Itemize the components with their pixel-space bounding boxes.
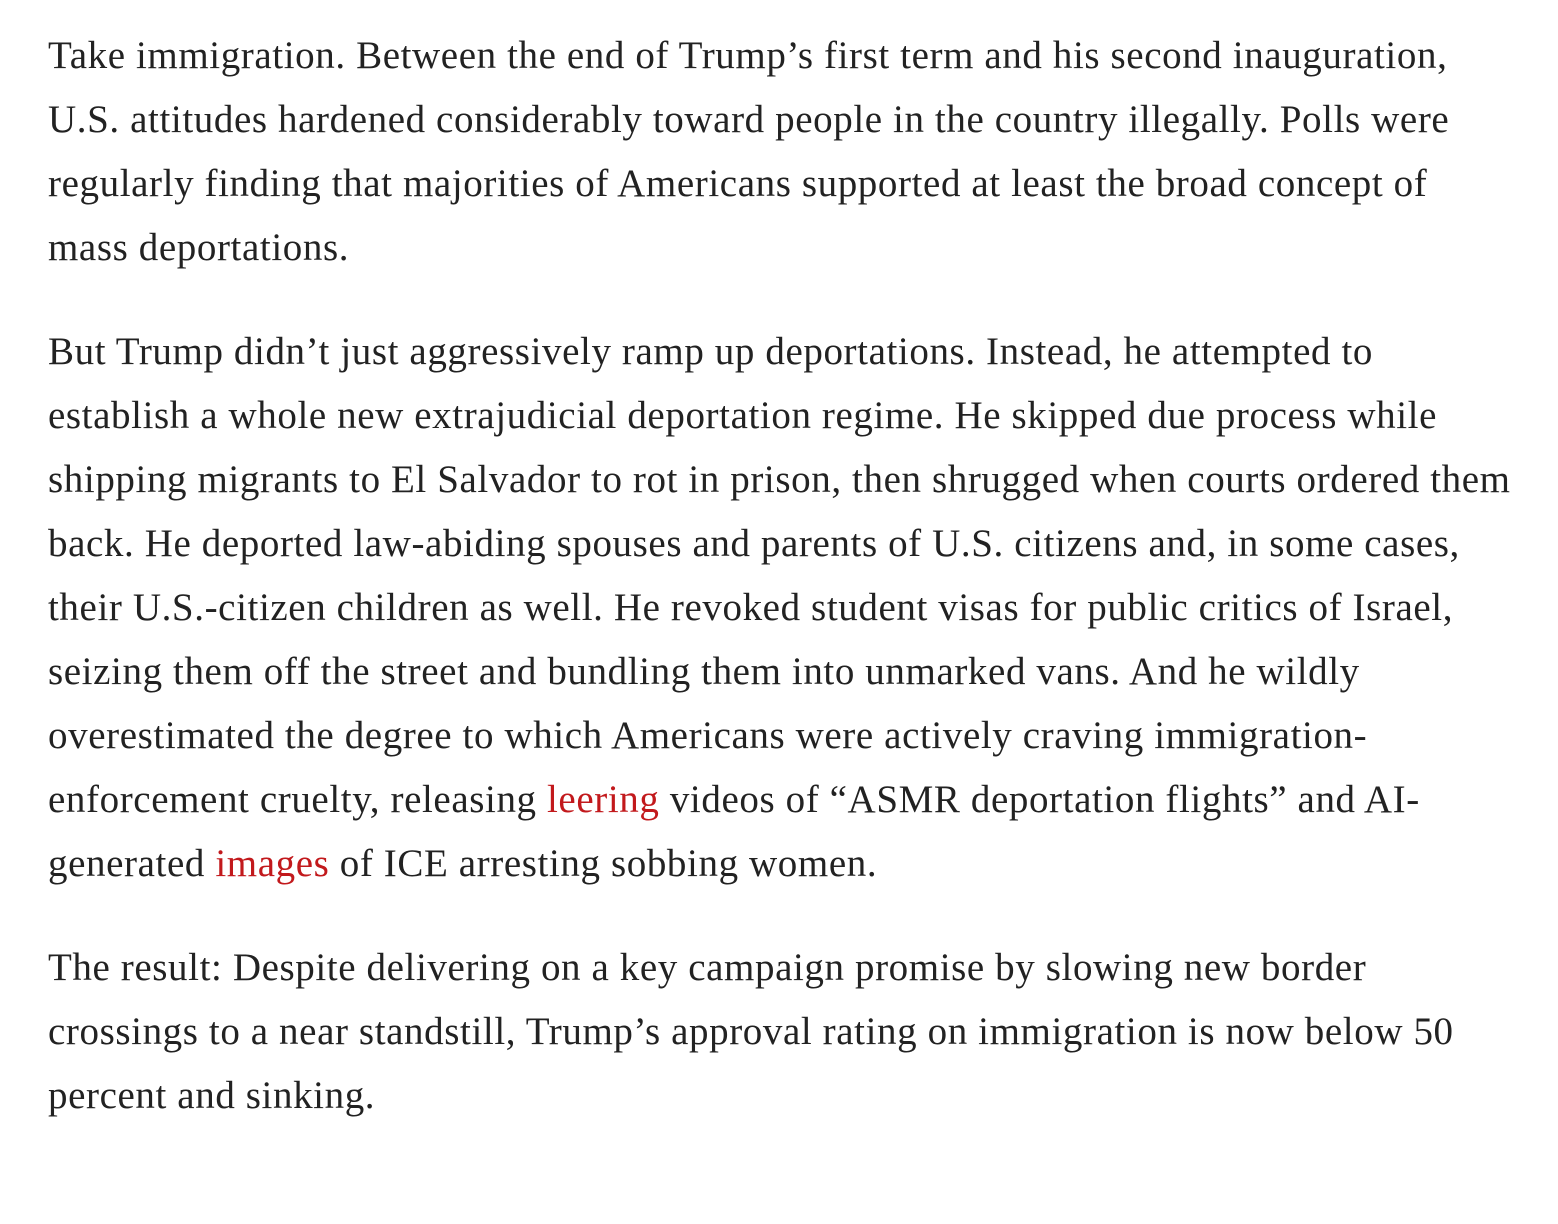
images-link[interactable]: images: [215, 842, 330, 885]
paragraph-deportation-regime: [48, 320, 1518, 896]
paragraph-text-after-images-link: of ICE arresting sobbing women.: [329, 842, 878, 885]
paragraph-approval-result: The result: Despite delivering on a key campaign promise by slowing new border crossings to a near standstill, Trump’s approval rating on immigration is now below 50 percent and sinking.: [48, 946, 1454, 1117]
leering-link[interactable]: leering: [547, 778, 660, 821]
paragraph-text-before-leering-link: But Trump didn’t just aggressively ramp up deportations. Instead, he attempted to establish a whole new extrajudicial deportation regime. He skipped due process while shipping migrants to El Salvador to rot in prison, then shrugged when courts ordered them back. He deported law-abiding spouses and parents of U.S. citizens and, in some cases, their U.S.-citizen children as well. He revoked student visas for public critics of Israel, seizing them off the street and bundling them into unmarked vans. And he wildly overestimated the degree to which Americans were actively craving immigration-enforcement cruelty, releasing: [48, 330, 1511, 821]
paragraph-text-between-links: videos of “ASMR deportation flights” and AI-generated: [48, 778, 1420, 885]
article-body: [48, 24, 1518, 1128]
paragraph-immigration-attitudes: Take immigration. Between the end of Trump’s first term and his second inauguration, U.S. attitudes hardened considerably toward people in the country illegally. Polls were regularly finding that majorities of Americans supported at least the broad concept of mass deportations.: [48, 34, 1450, 269]
